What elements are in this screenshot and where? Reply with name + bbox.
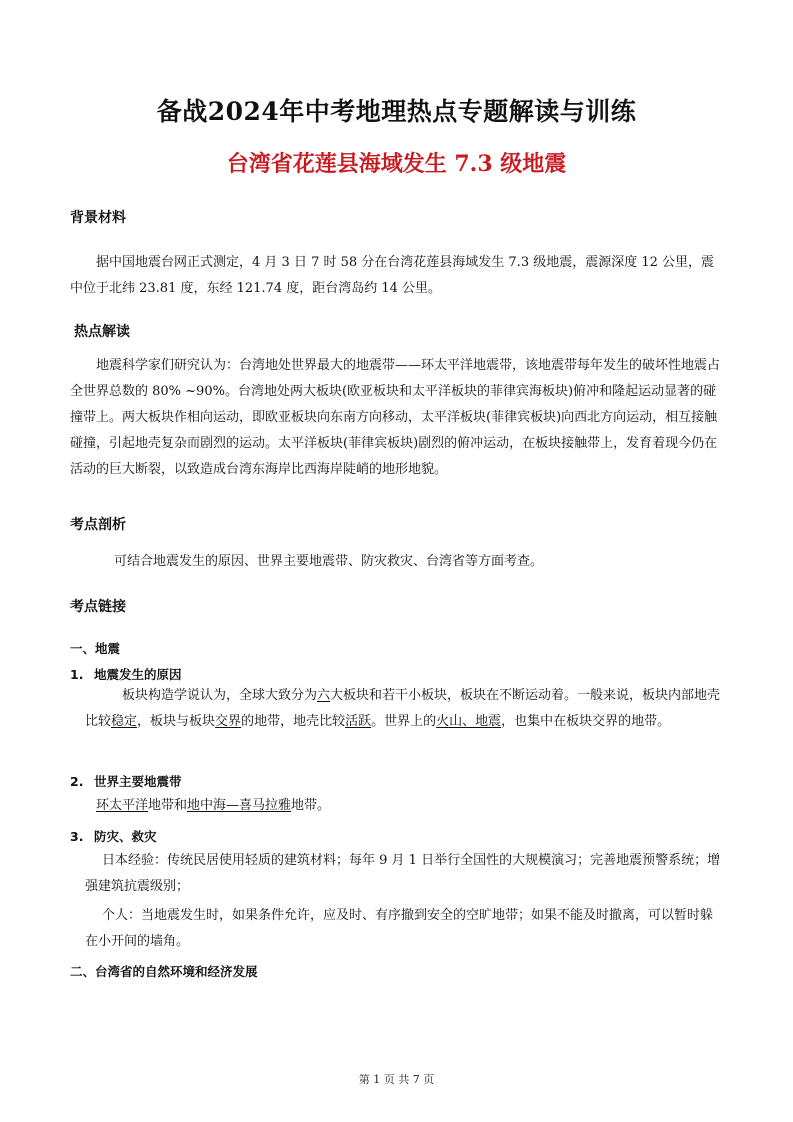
belts-paragraph: 环太平洋地带和地中海—喜马拉雅地带。 — [96, 798, 331, 813]
page-number: 第 1 页 共 7 页 — [358, 1073, 435, 1086]
document-subtitle: 台湾省花莲县海域发生 7.3 级地震 — [226, 151, 567, 177]
item-number: 3. — [70, 829, 84, 844]
japan-experience-paragraph: 日本经验：传统民居使用轻质的建筑材料；每年 9 月 1 日举行全国性的大规模演习；完善地震预警系统；增强建筑抗震级别； — [85, 853, 721, 894]
background-paragraph: 据中国地震台网正式测定，4 月 3 日 7 时 58 分在台湾花莲县海域发生 7.3 级地震，震源深度 12 公里，震中位于北纬 23.81 度，东经 121.74 度，距台湾岛约 14 公里。 — [70, 255, 715, 296]
part-taiwan-heading: 二、台湾省的自然环境和经济发展 — [70, 964, 258, 979]
answer-underline: 六 — [317, 688, 331, 703]
heading-background: 背景材料 — [70, 210, 126, 226]
item-number: 1. — [70, 667, 84, 682]
item-title: 地震发生的原因 — [94, 667, 182, 682]
document-title: 备战2024年中考地理热点专题解读与训练 — [156, 97, 637, 126]
hotspot-paragraph: 地震科学家们研究认为：台湾地处世界最大的地震带——环太平洋地震带，该地震带每年发生的破坏性地震占全世界总数的 80% ~90%。台湾地处两大板块(欧亚板块和太平洋板块的菲律宾海板块)俯冲和隆起运动显著的碰撞带上。两大板块作相向运动，即欧亚板块向东南方向移动，太平洋板块(菲律宾板块)向西北方向运动，相互接触碰撞，引起地壳复杂而剧烈的运动。太平洋板块(菲律宾板块)剧烈的俯冲运动，在板块接触带上，发育着现今仍在活动的巨大断裂，以致造成台湾东海岸比西海岸陡峭的地形地貌。 — [70, 358, 721, 477]
item-cause-heading — [70, 665, 182, 683]
item-belts-heading — [70, 772, 182, 790]
answer-underline: 环太平洋 — [96, 798, 149, 813]
answer-underline: 活跃 — [345, 714, 372, 729]
heading-links: 考点链接 — [70, 599, 126, 615]
part-earthquake-heading: 一、地震 — [70, 641, 121, 656]
item-disaster-heading — [70, 827, 157, 845]
answer-underline: 交界 — [215, 714, 242, 729]
cause-paragraph: 板块构造学说认为，全球大致分为六大板块和若干小板块，板块在不断运动着。一般来说，板块内部地壳比较稳定，板块与板块交界的地带，地壳比较活跃。世界上的火山、地震，也集中在板块交界的地带。 — [85, 688, 721, 729]
answer-underline: 火山、地震 — [436, 714, 502, 729]
personal-paragraph: 个人：当地震发生时，如果条件允许，应及时、有序撤到安全的空旷地带；如果不能及时撤离，可以暂时躲在小开间的墙角。 — [85, 908, 714, 949]
heading-hotspot: 热点解读 — [74, 324, 130, 340]
answer-underline: 地中海—喜马拉雅 — [187, 798, 292, 813]
item-title: 世界主要地震带 — [94, 774, 182, 789]
analysis-paragraph: 可结合地震发生的原因、世界主要地震带、防灾救灾、台湾省等方面考查。 — [114, 554, 544, 569]
item-number: 2. — [70, 774, 84, 789]
answer-underline: 稳定 — [111, 714, 138, 729]
heading-analysis: 考点剖析 — [70, 517, 126, 533]
item-title: 防灾、救灾 — [94, 829, 157, 844]
